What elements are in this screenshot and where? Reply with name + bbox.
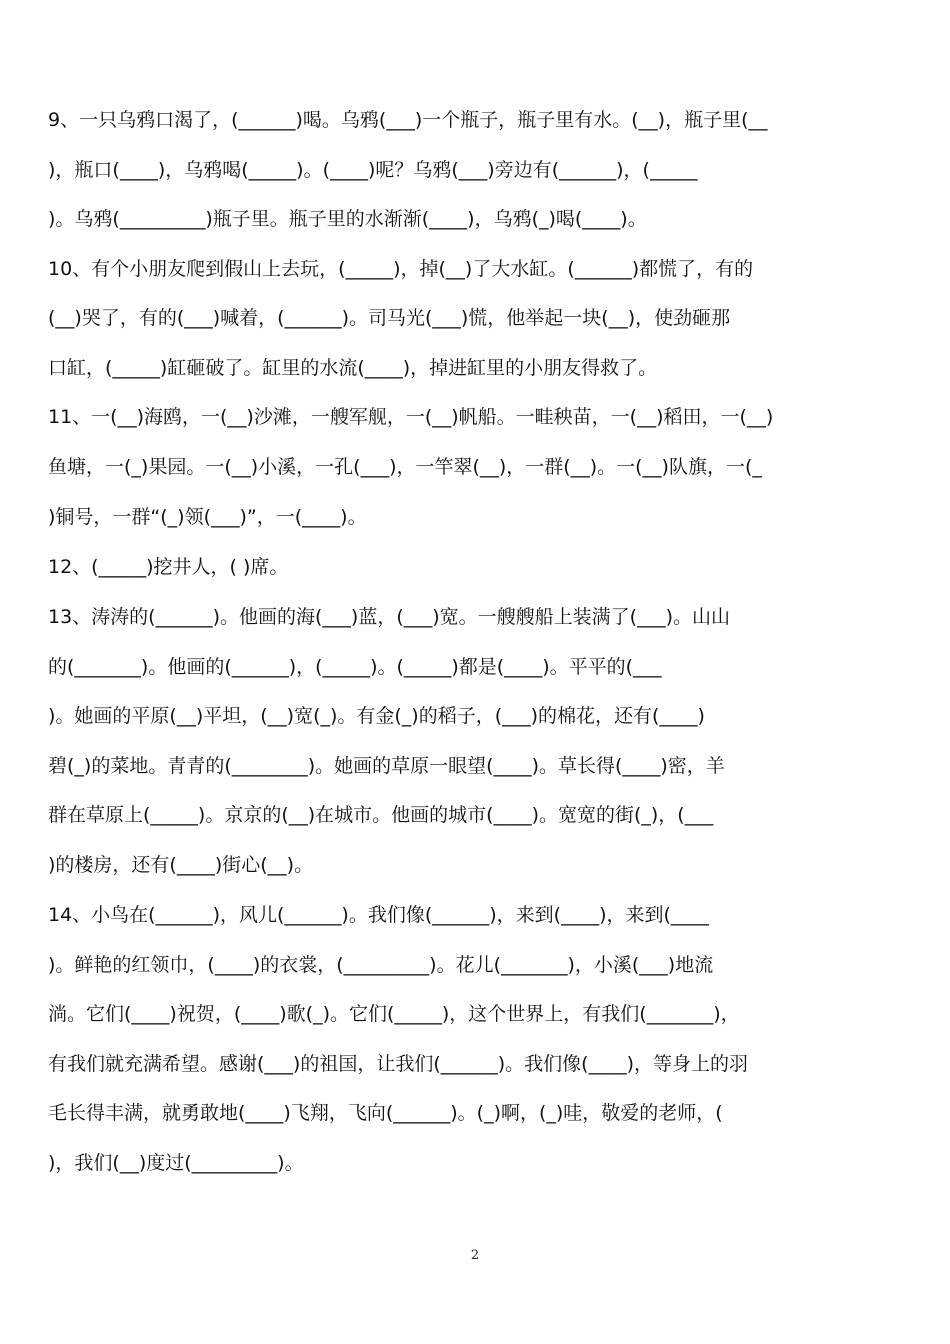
text-line: )。鲜艳的红领巾，(____)的衣裳，(_________)。花儿(_______)，小溪(___)地流 xyxy=(48,954,714,976)
page-number: 2 xyxy=(470,1248,480,1263)
text-line: 9、一只乌鸦口渴了，(______)喝。乌鸦(___)一个瓶子，瓶子里有水。(__)，瓶子里(__ xyxy=(48,109,768,131)
text-line: )，我们(__)度过(_________)。 xyxy=(48,1152,304,1174)
text-line: (__)哭了，有的(___)喊着，(______)。司马光(___)慌，他举起一块(__)，使劲砸那 xyxy=(48,307,731,329)
text-line: 群在草原上(_____)。京京的(__)在城市。他画的城市(____)。宽宽的街(_)，(___ xyxy=(48,804,714,826)
text-line: 碧(_)的菜地。青青的(________)。她画的草原一眼望(____)。草长得(____)密，羊 xyxy=(48,755,725,777)
text-line: 13、涛涛的(______)。他画的海(___)蓝，(___)宽。一艘艘船上装满了(___)。山山 xyxy=(48,606,730,628)
text-line: )的楼房，还有(____)街心(__)。 xyxy=(48,854,314,876)
text-line: 14、小鸟在(______)，风儿(______)。我们像(______)，来到(____)，来到(____ xyxy=(48,904,709,926)
text-line: 的(_______)。他画的(______)，(_____)。(_____)都是(____)。平平的(___ xyxy=(48,656,662,678)
text-line: 有我们就充满希望。感谢(___)的祖国，让我们(______)。我们像(____)，等身上的羽 xyxy=(48,1053,748,1075)
text-line: 毛长得丰满，就勇敢地(____)飞翔，飞向(______)。(_)啊，(_)哇，敬爱的老师，( xyxy=(48,1102,723,1124)
text-line: 淌。它们(____)祝贺，(____)歌(_)。它们(_____)，这个世界上，有我们(_______)， xyxy=(48,1003,740,1025)
text-line: 鱼塘，一(_)果园。一(__)小溪，一孔(___)，一竿翠(__)，一群(__)。一(__)队旗，一(_ xyxy=(48,456,762,478)
text-line: 12、(_____)挖井人，( )席。 xyxy=(48,556,289,578)
text-line: )。她画的平原(__)平坦，(__)宽(_)。有金(_)的稻子，(___)的棉花，还有(____) xyxy=(48,705,705,727)
text-line: 10、有个小朋友爬到假山上去玩，(_____)，掉(__)了大水缸。(______)都慌了，有的 xyxy=(48,258,754,280)
text-line: )。乌鸦(_________)瓶子里。瓶子里的水渐渐(____)，乌鸦(_)喝(____)。 xyxy=(48,208,647,230)
text-line: 口缸，(_____)缸砸破了。缸里的水流(____)，掉进缸里的小朋友得救了。 xyxy=(48,357,658,379)
text-line: )，瓶口(____)，乌鸦喝(_____)。(____)呢？乌鸦(___)旁边有(______)，(_____ xyxy=(48,159,698,181)
text-line: 11、一(__)海鸥，一(__)沙滩，一艘军舰，一(__)帆船。一畦秧苗，一(__)稻田，一(__) xyxy=(48,406,774,428)
text-line: )铜号，一群“(_)领(___)”，一(____)。 xyxy=(48,506,367,528)
